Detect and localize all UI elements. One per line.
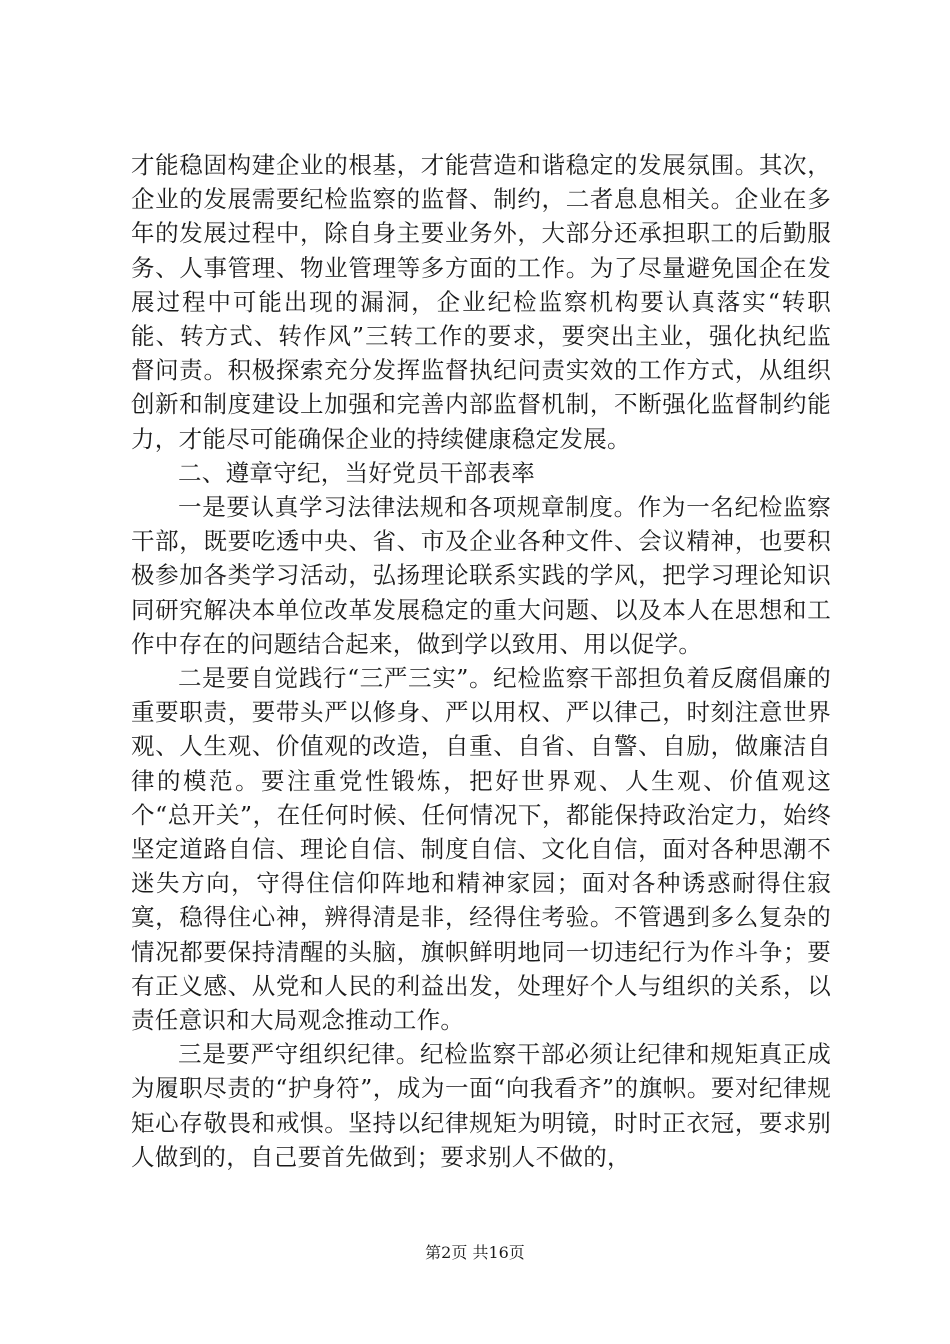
section-heading: 二、遵章守纪，当好党员干部表率 (178, 458, 535, 487)
paragraph: 三是要严守组织纪律。纪检监察干部必须让纪律和规矩真正成为履职尽责的“护身符”，成为一面“向我看齐”的旗帜。要对纪律规矩心存敬畏和戒惧。坚持以纪律规矩为明镜，时时正衣冠，要求别人做到的，自己要首先做到；要求别人不做的， (131, 1040, 831, 1171)
body-text (131, 148, 831, 1174)
page-number: 第2页 共16页 (425, 1243, 525, 1262)
paragraph: 一是要认真学习法律法规和各项规章制度。作为一名纪检监察干部，既要吃透中央、省、市及企业各种文件、会议精神，也要积极参加各类学习活动，弘扬理论联系实践的学风，把学习理论知识同研究解决本单位改革发展稳定的重大问题、以及本人在思想和工作中存在的问题结合起来，做到学以致用、用以促学。 (131, 493, 831, 658)
paragraph: 二是要自觉践行“三严三实”。纪检监察干部担负着反腐倡廉的重要职责，要带头严以修身、严以用权、严以律己，时刻注意世界观、人生观、价值观的改造，自重、自省、自警、自励，做廉洁自律的模范。要注重党性锻炼，把好世界观、人生观、价值观这个“总开关”，在任何时候、任何情况下，都能保持政治定力，始终坚定道路自信、理论自信、制度自信、文化自信，面对各种思潮不迷失方向，守得住信仰阵地和精神家园；面对各种诱惑耐得住寂寞，稳得住心神，辨得清是非，经得住考验。不管遇到多么复杂的情况都要保持清醒的头脑，旗帜鲜明地同一切违纪行为作斗争；要有正义感、从党和人民的利益出发，处理好个人与组织的关系，以责任意识和大局观念推动工作。 (131, 664, 831, 1035)
paragraph-continuation: 才能稳固构建企业的根基，才能营造和谐稳定的发展氛围。其次，企业的发展需要纪检监察的监督、制约，二者息息相关。企业在多年的发展过程中，除自身主要业务外，大部分还承担职工的后勤服务、人事管理、物业管理等多方面的工作。为了尽量避免国企在发展过程中可能出现的漏洞，企业纪检监察机构要认真落实“转职能、转方式、转作风”三转工作的要求，要突出主业，强化执纪监督问责。积极探索充分发挥监督执纪问责实效的工作方式，从组织创新和制度建设上加强和完善内部监督机制，不断强化监督制约能力，才能尽可能确保企业的持续健康稳定发展。 (131, 151, 831, 453)
